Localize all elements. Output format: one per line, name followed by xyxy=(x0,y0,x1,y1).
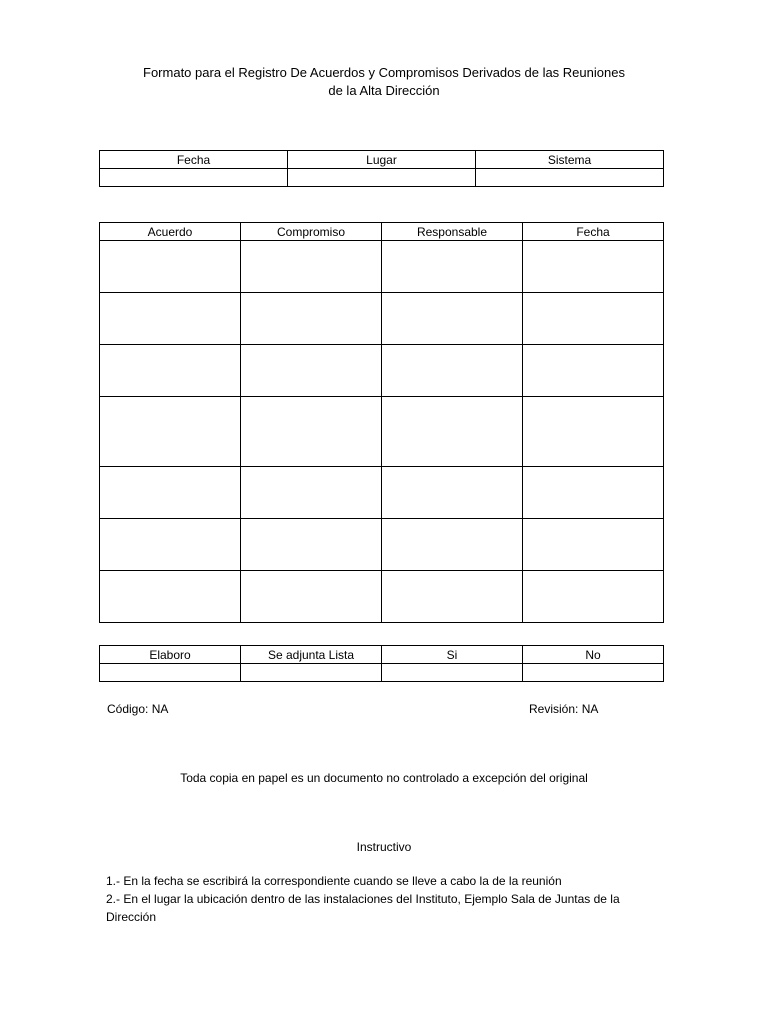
col-si: Si xyxy=(382,646,523,664)
responsable-cell[interactable] xyxy=(382,571,523,623)
footer-table-head xyxy=(100,646,664,664)
compromiso-cell[interactable] xyxy=(241,571,382,623)
fecha-cell[interactable] xyxy=(523,519,664,571)
table-row xyxy=(100,571,664,623)
title-line-2: de la Alta Dirección xyxy=(328,83,440,98)
responsable-cell[interactable] xyxy=(382,397,523,467)
no-cell[interactable] xyxy=(523,664,664,682)
responsable-cell[interactable] xyxy=(382,241,523,293)
col-no: No xyxy=(523,646,664,664)
fecha-cell[interactable] xyxy=(523,345,664,397)
copy-notice: Toda copia en papel es un documento no controlado a excepción del original xyxy=(180,771,588,785)
header-table xyxy=(99,150,664,187)
table-row xyxy=(100,241,664,293)
fecha-cell[interactable] xyxy=(523,571,664,623)
instructivo-item: 2.- En el lugar la ubicación dentro de las instalaciones del Instituto, Ejemplo Sala de Juntas de la Dirección xyxy=(106,892,620,924)
fecha-cell[interactable] xyxy=(523,293,664,345)
sistema-cell[interactable] xyxy=(476,169,664,187)
revision-label: Revisión: NA xyxy=(529,702,599,716)
table-row xyxy=(100,519,664,571)
acuerdo-cell[interactable] xyxy=(100,519,241,571)
acuerdo-cell[interactable] xyxy=(100,293,241,345)
responsable-cell[interactable] xyxy=(382,293,523,345)
responsable-cell[interactable] xyxy=(382,467,523,519)
fecha-cell[interactable] xyxy=(523,241,664,293)
acuerdo-cell[interactable] xyxy=(100,345,241,397)
table-row xyxy=(100,397,664,467)
acuerdo-cell[interactable] xyxy=(100,571,241,623)
agreements-table xyxy=(99,222,664,623)
compromiso-cell[interactable] xyxy=(241,241,382,293)
col-compromiso: Compromiso xyxy=(241,223,382,241)
si-cell[interactable] xyxy=(382,664,523,682)
col-fecha: Fecha xyxy=(100,151,288,169)
col-responsable: Responsable xyxy=(382,223,523,241)
lugar-cell[interactable] xyxy=(288,169,476,187)
responsable-cell[interactable] xyxy=(382,519,523,571)
instructivo-list xyxy=(106,872,666,926)
table-row xyxy=(100,467,664,519)
title-line-1: Formato para el Registro De Acuerdos y Compromisos Derivados de las Reuniones xyxy=(143,65,625,80)
fecha-cell[interactable] xyxy=(523,397,664,467)
document-title xyxy=(0,64,768,100)
header-table-head xyxy=(100,151,664,169)
codigo-label: Código: NA xyxy=(107,702,169,716)
col-elaboro: Elaboro xyxy=(100,646,241,664)
compromiso-cell[interactable] xyxy=(241,345,382,397)
table-row xyxy=(100,293,664,345)
col-se-adjunta-lista: Se adjunta Lista xyxy=(241,646,382,664)
instructivo-item: 1.- En la fecha se escribirá la correspondiente cuando se lleve a cabo la de la reunión xyxy=(106,874,562,888)
compromiso-cell[interactable] xyxy=(241,519,382,571)
table-row xyxy=(100,345,664,397)
responsable-cell[interactable] xyxy=(382,345,523,397)
instructivo-heading: Instructivo xyxy=(356,840,412,854)
compromiso-cell[interactable] xyxy=(241,293,382,345)
col-acuerdo: Acuerdo xyxy=(100,223,241,241)
footer-table-row xyxy=(100,664,664,682)
fecha-cell[interactable] xyxy=(100,169,288,187)
acuerdo-cell[interactable] xyxy=(100,241,241,293)
acuerdo-cell[interactable] xyxy=(100,397,241,467)
footer-table xyxy=(99,645,664,682)
col-sistema: Sistema xyxy=(476,151,664,169)
elaboro-cell[interactable] xyxy=(100,664,241,682)
col-fecha: Fecha xyxy=(523,223,664,241)
fecha-cell[interactable] xyxy=(523,467,664,519)
col-lugar: Lugar xyxy=(288,151,476,169)
se-adjunta-lista-cell[interactable] xyxy=(241,664,382,682)
compromiso-cell[interactable] xyxy=(241,467,382,519)
acuerdo-cell[interactable] xyxy=(100,467,241,519)
agreements-table-head xyxy=(100,223,664,241)
compromiso-cell[interactable] xyxy=(241,397,382,467)
header-table-row xyxy=(100,169,664,187)
